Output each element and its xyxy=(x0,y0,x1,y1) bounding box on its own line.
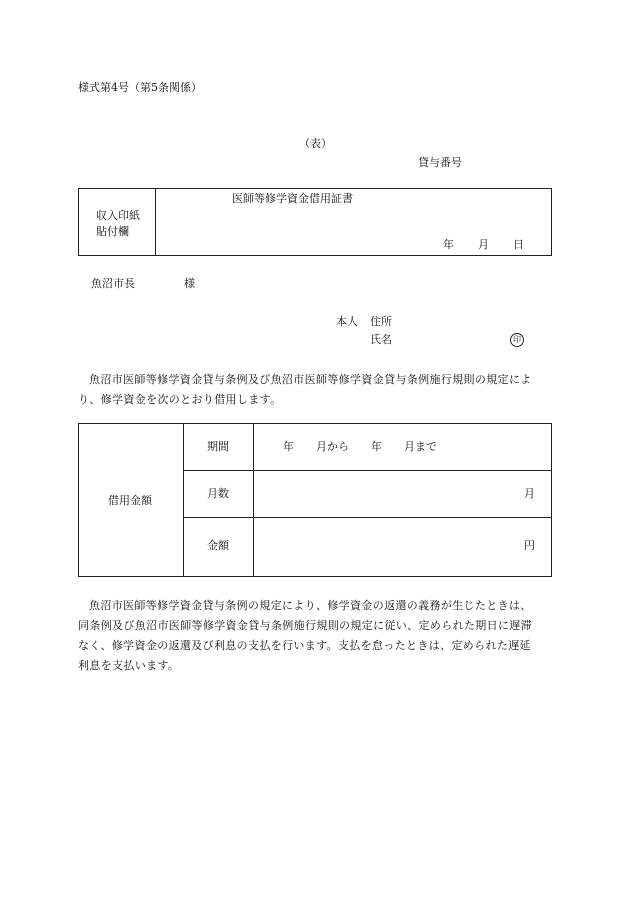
amount-label: 金額 xyxy=(207,539,229,552)
loan-table-row-divider-2 xyxy=(183,517,552,518)
intro-paragraph xyxy=(78,370,558,410)
date-year: 年 xyxy=(443,238,454,251)
closing-line-1: 魚沼市医師等修学資金貸与条例の規定により、修学資金の返還の義務が生じたときは、 xyxy=(89,599,532,612)
loan-table-row-divider-1 xyxy=(183,470,552,471)
amount-unit: 円 xyxy=(524,539,535,552)
name-label: 氏名 xyxy=(370,333,392,346)
loan-row-header: 借用金額 xyxy=(108,494,152,507)
loan-table-divider-2 xyxy=(253,423,254,577)
closing-line-3: なく、修学資金の返還及び利息の支払を行います。支払を怠ったときは、定められた遅延 xyxy=(78,639,531,652)
closing-line-2: 同条例及び魚沼市医師等修学資金貸与条例施行規則の規定に従い、定められた期日に遅滞 xyxy=(78,619,532,632)
date-month: 月 xyxy=(478,238,489,251)
mayor-honorific: 様 xyxy=(184,277,195,290)
self-label: 本人 xyxy=(336,315,358,328)
seal-mark-icon: 印 xyxy=(510,333,524,347)
date-day: 日 xyxy=(513,238,524,251)
months-label: 月数 xyxy=(207,487,229,500)
intro-line-1: 魚沼市医師等修学資金貸与条例及び魚沼市医師等修学資金貸与条例施行規則の規定によ xyxy=(89,373,532,386)
period-value: 年 月から 年 月まで xyxy=(283,440,437,453)
stamp-label-line2: 貼付欄 xyxy=(96,225,129,238)
loan-number-label: 貸与番号 xyxy=(418,156,462,169)
stamp-divider xyxy=(155,188,156,256)
mayor-title: 魚沼市長 xyxy=(91,277,135,290)
intro-line-2: り、修学資金を次のとおり借用します。 xyxy=(78,393,282,406)
certificate-title: 医師等修学資金借用証書 xyxy=(232,192,353,205)
period-label: 期間 xyxy=(207,440,229,453)
address-label: 住所 xyxy=(370,315,392,328)
months-unit: 月 xyxy=(524,487,535,500)
closing-paragraph xyxy=(78,596,558,676)
closing-line-4: 利息を支払います。 xyxy=(78,659,180,672)
loan-table-divider-1 xyxy=(183,423,184,577)
stamp-label-line1: 収入印紙 xyxy=(96,209,140,222)
form-number: 様式第4号（第5条関係） xyxy=(78,81,202,94)
side-label: （表） xyxy=(299,137,332,150)
